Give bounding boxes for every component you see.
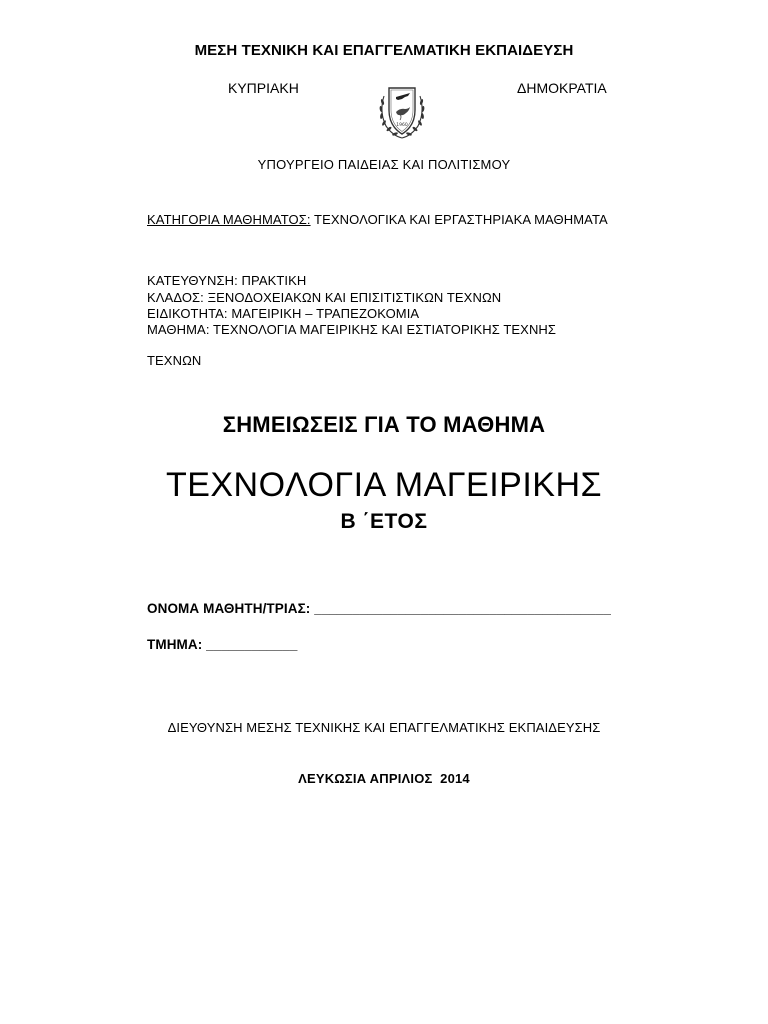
lesson-line: ΜΑΘΗΜΑ: ΤΕΧΝΟΛΟΓΙΑ ΜΑΓΕΙΡΙΚΗΣ ΚΑΙ ΕΣΤΙΑΤΟΡΙΚΗΣ ΤΕΧΝΗΣ	[147, 322, 557, 337]
svg-text:1960: 1960	[396, 123, 408, 128]
republic-left-text: ΚΥΠΡΙΑΚΗ	[228, 83, 299, 96]
place-date: ΛΕΥΚΩΣΙΑ ΑΠΡΙΛΙΟΣ 2014	[298, 771, 470, 786]
section-field: ΤΜΗΜΑ: ____________	[147, 637, 298, 652]
republic-right-text: ΔΗΜΟΚΡΑΤΙΑ	[517, 83, 607, 96]
notes-heading: ΣΗΜΕΙΩΣΕΙΣ ΓΙΑ ΤΟ ΜΑΘΗΜΑ	[222, 412, 546, 437]
directorate-name: ΔΙΕΥΘΥΝΣΗ ΜΕΣΗΣ ΤΕΧΝΙΚΗΣ ΚΑΙ ΕΠΑΓΓΕΛΜΑΤΙΚΗΣ ΕΚΠΑΙΔΕΥΣΗΣ	[167, 720, 601, 735]
category-block	[147, 211, 617, 228]
main-title: ΤΕΧΝΟΛΟΓΙΑ ΜΑΓΕΙΡΙΚΗΣ	[165, 466, 603, 504]
ministry-name: ΥΠΟΥΡΓΕΙΟ ΠΑΙΔΕΙΑΣ ΚΑΙ ΠΟΛΙΤΙΣΜΟΥ	[257, 157, 511, 172]
direction-line: ΚΑΤΕΥΘΥΝΣΗ: ΠΡΑΚΤΙΚΗ	[147, 273, 307, 288]
specialty-line: ΕΙΔΙΚΟΤΗΤΑ: ΜΑΓΕΙΡΙΚΗ – ΤΡΑΠΕΖΟΚΟΜΙΑ	[147, 306, 420, 321]
branch-line: ΚΛΑΔΟΣ: ΞΕΝΟΔΟΧΕΙΑΚΩΝ ΚΑΙ ΕΠΙΣΙΤΙΣΤΙΚΩΝ ΤΕΧΝΩΝ	[147, 290, 502, 305]
republic-label-left	[228, 83, 338, 97]
republic-label-right	[517, 83, 627, 97]
category-label: ΚΑΤΗΓΟΡΙΑ ΜΑΘΗΜΑΤΟΣ:	[147, 212, 311, 227]
year-subtitle: Β ΄ΕΤΟΣ	[340, 510, 428, 533]
header-title: ΜΕΣΗ ΤΕΧΝΙΚΗ ΚΑΙ ΕΠΑΓΓΕΛΜΑΤΙΚΗ ΕΚΠΑΙΔΕΥΣΗ	[194, 42, 574, 59]
student-name-field: ΟΝΟΜΑ ΜΑΘΗΤΗ/ΤΡΙΑΣ: _______________________________________	[147, 601, 611, 616]
cyprus-coat-of-arms-icon	[370, 82, 434, 144]
category-value: ΤΕΧΝΟΛΟΓΙΚΑ ΚΑΙ ΕΡΓΑΣΤΗΡΙΑΚΑ ΜΑΘΗΜΑΤΑ	[310, 212, 608, 227]
lesson-line-continued: ΤΕΧΝΩΝ	[147, 353, 202, 368]
